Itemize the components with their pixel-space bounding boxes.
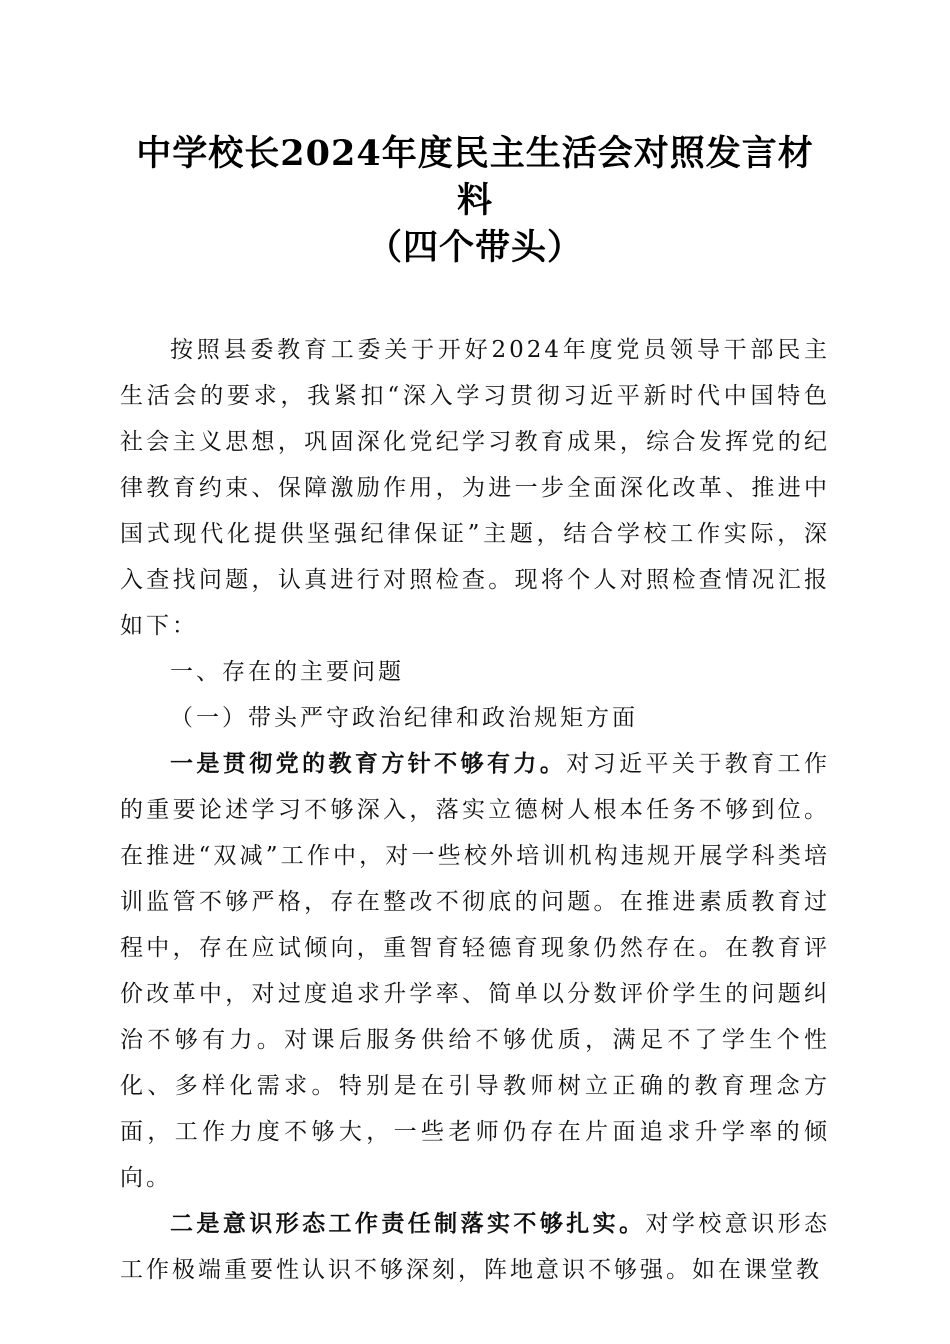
document-title — [120, 130, 830, 271]
point-1-body: 对习近平关于教育工作的重要论述学习不够深入，落实立德树人根本任务不够到位。在推进“双减”工作中，对一些校外培训机构违规开展学科类培训监管不够严格，存在整改不彻底的问题。在推进素质教育过程中，存在应试倾向，重智育轻德育现象仍然存在。在教育评价改革中，对过度追求升学率、简单以分数评价学生的问题纠治不够有力。对课后服务供给不够优质，满足不了学生个性化、多样化需求。特别是在引导教师树立正确的教育理念方面，工作力度不够大，一些老师仍存在片面追求升学率的倾向。 — [120, 751, 831, 1191]
point-1-paragraph — [120, 741, 830, 1201]
title-line-1: 中学校长2024年度民主生活会对照发言材料 — [136, 133, 814, 221]
document-page — [120, 130, 830, 1293]
point-1-lead: 一是贯彻党的教育方针不够有力。 — [170, 750, 567, 777]
subsection-heading-1: （一）带头严守政治纪律和政治规矩方面 — [170, 705, 638, 731]
title-line-2: （四个带头） — [366, 227, 583, 268]
point-2-lead: 二是意识形态工作责任制落实不够扎实。 — [170, 1210, 646, 1237]
point-2-body: 对学校意识形态工作极端重要性认识不够深刻，阵地意识不够强。如在课堂教 — [120, 1211, 831, 1283]
document-body — [120, 327, 830, 1293]
point-2-paragraph — [120, 1201, 830, 1293]
intro-paragraph: 按照县委教育工委关于开好2024年度党员领导干部民主生活会的要求，我紧扣“深入学习贯彻习近平新时代中国特色社会主义思想，巩固深化党纪学习教育成果，综合发挥党的纪律教育约束、保障激励作用，为进一步全面深化改革、推进中国式现代化提供坚强纪律保证”主题，结合学校工作实际，深入查找问题，认真进行对照检查。现将个人对照检查情况汇报如下： — [120, 337, 830, 639]
section-heading-1: 一、存在的主要问题 — [170, 659, 404, 685]
